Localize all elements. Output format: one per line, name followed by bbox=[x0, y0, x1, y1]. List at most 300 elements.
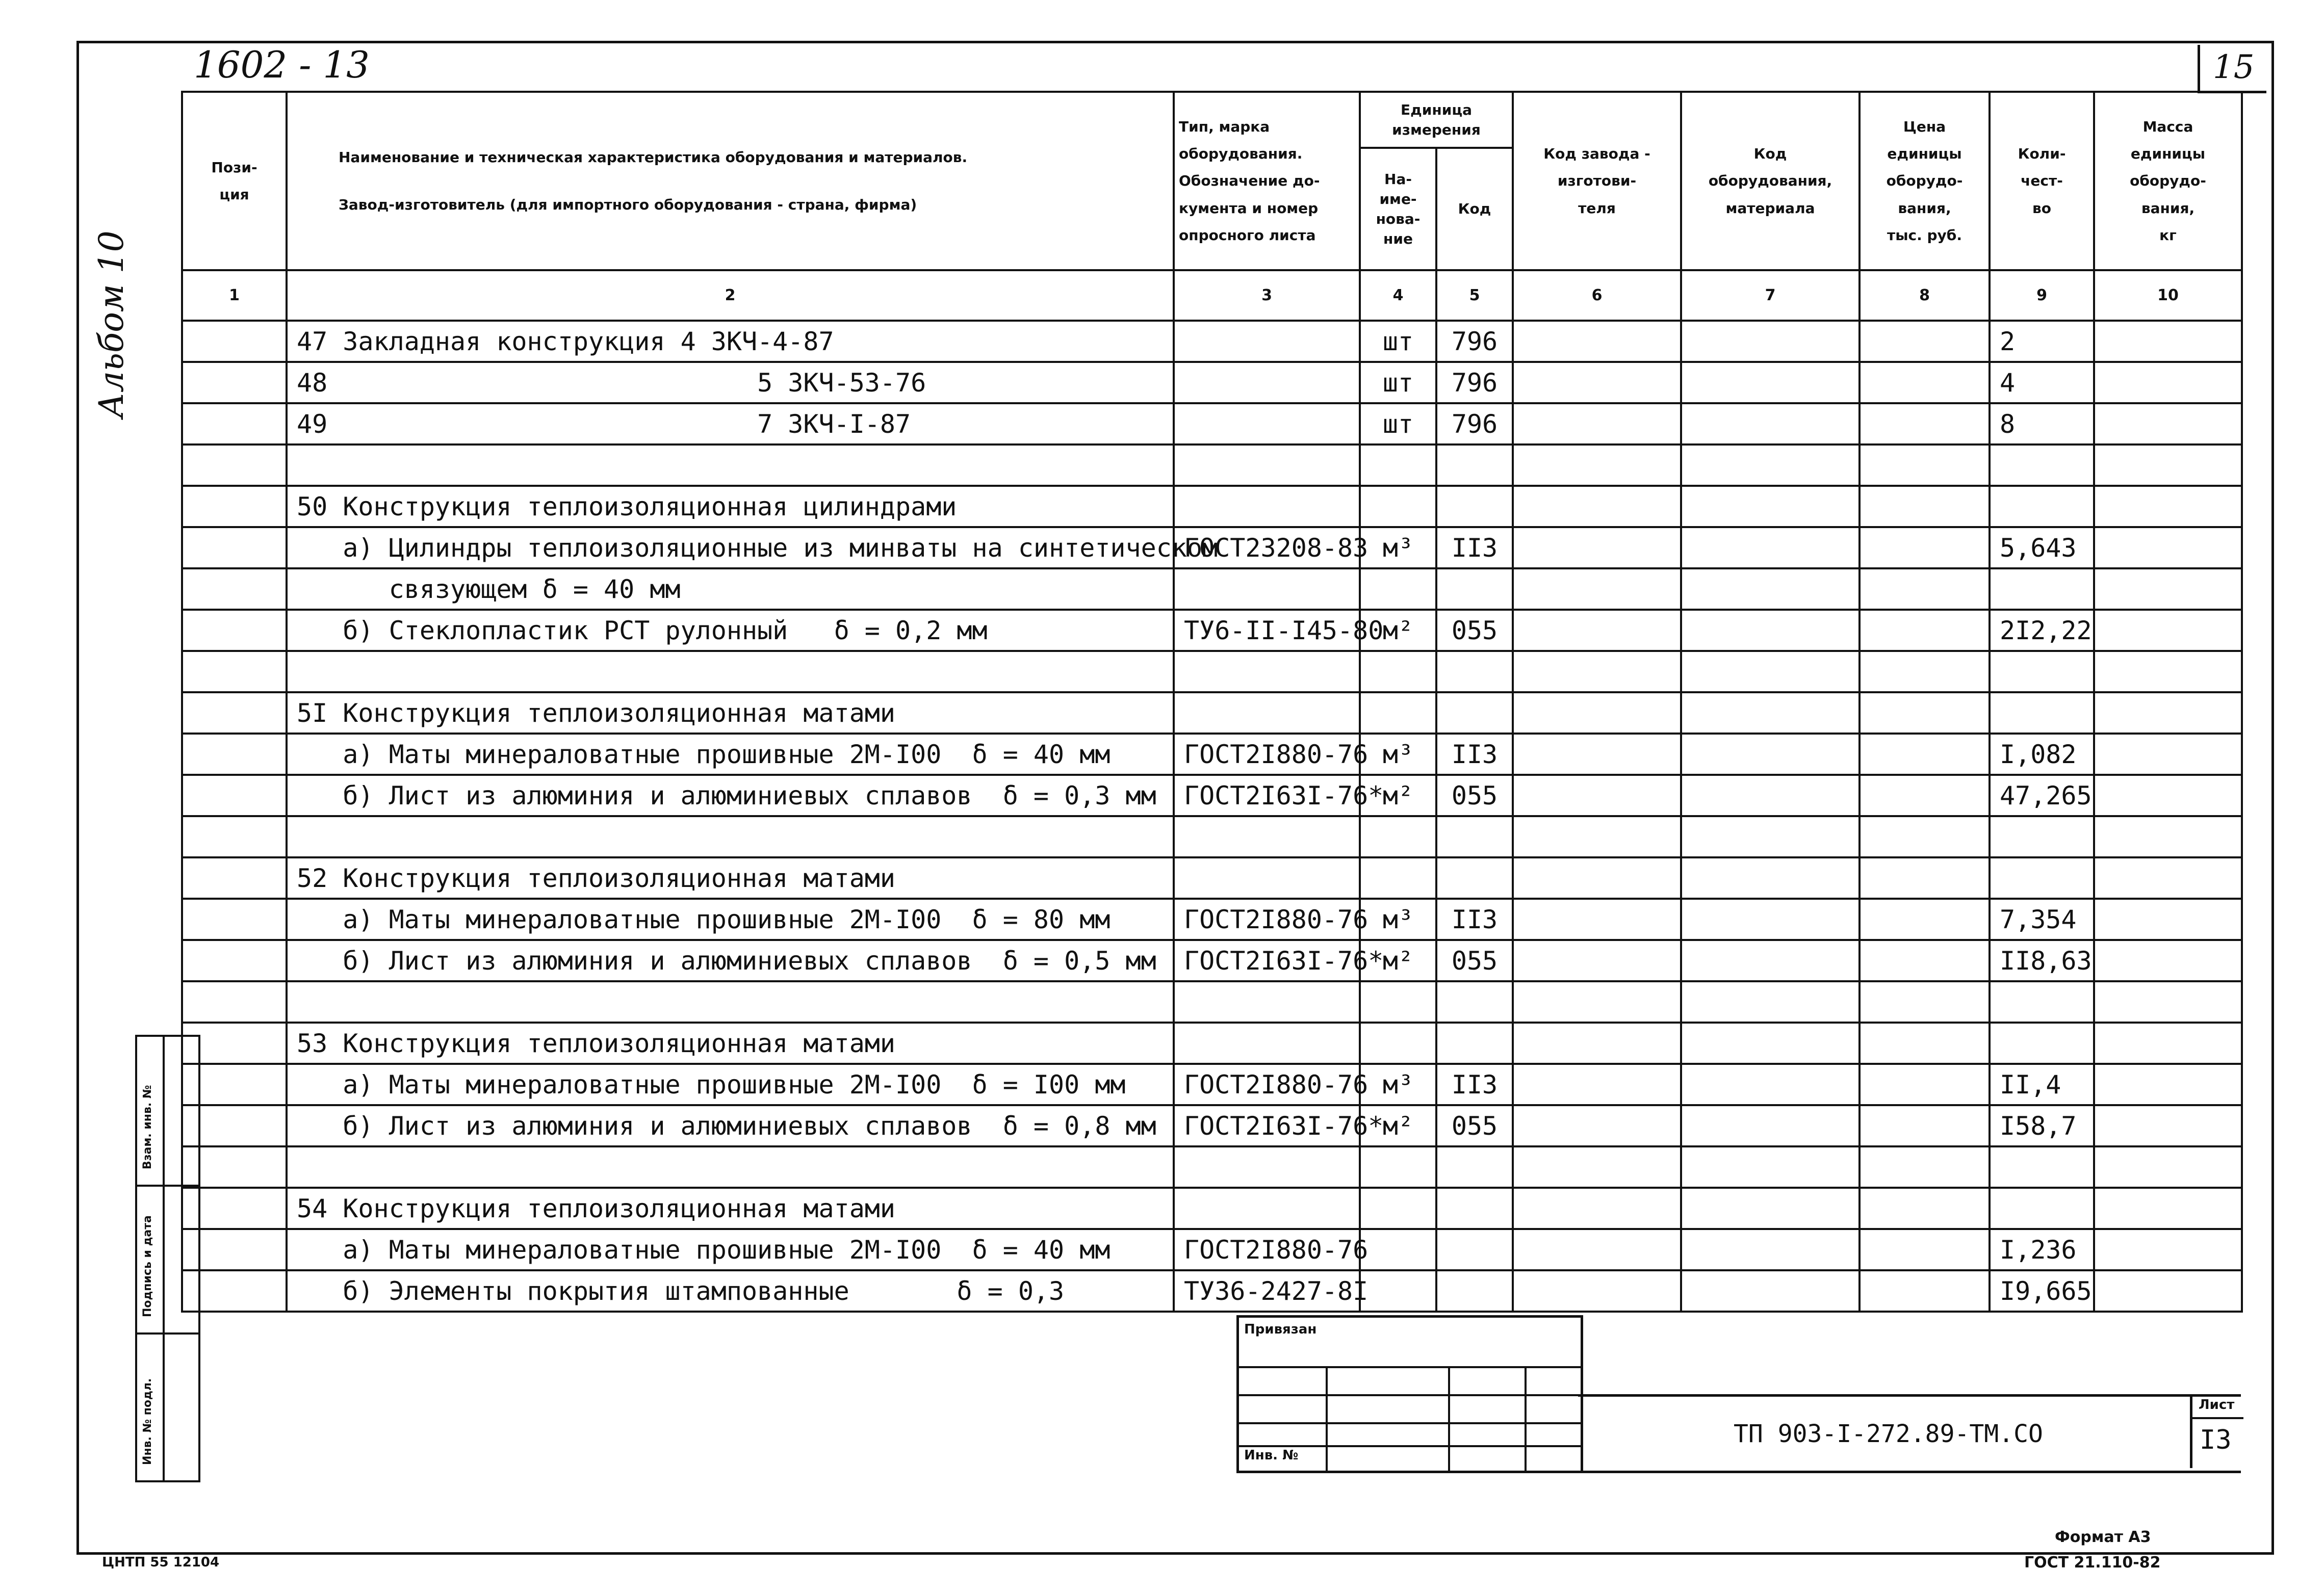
empty-cell bbox=[1513, 403, 1681, 444]
header-name-line1: Наименование и техническая характеристика оборудования и материалов. bbox=[339, 148, 968, 166]
row-unit: м² bbox=[1360, 775, 1436, 816]
empty-cell bbox=[182, 734, 287, 775]
empty-cell bbox=[1860, 940, 1990, 981]
header-name-line2: Завод-изготовитель (для импортного оборудования - страна, фирма) bbox=[339, 196, 917, 213]
binding-stamp bbox=[1236, 1315, 1583, 1473]
empty-cell bbox=[1681, 1229, 1860, 1270]
empty-cell bbox=[2094, 568, 2242, 610]
empty-cell bbox=[2094, 816, 2242, 857]
header-plant-code: Код завода - изготови- теля bbox=[1513, 92, 1681, 270]
empty-cell bbox=[1860, 486, 1990, 527]
table-row bbox=[182, 1146, 2242, 1188]
row-unit bbox=[1360, 981, 1436, 1023]
empty-cell bbox=[1681, 940, 1860, 981]
row-type: ГОСТ2I63I-76* bbox=[1174, 1105, 1360, 1146]
empty-cell bbox=[2094, 527, 2242, 568]
table-row bbox=[182, 610, 2242, 651]
empty-cell bbox=[182, 1146, 287, 1188]
row-type: ГОСТ2I880-76 bbox=[1174, 899, 1360, 940]
column-number: 6 bbox=[1513, 270, 1681, 321]
empty-cell bbox=[2094, 940, 2242, 981]
row-unit: м³ bbox=[1360, 1064, 1436, 1105]
sheet-label: Лист bbox=[2199, 1397, 2235, 1413]
empty-cell bbox=[182, 857, 287, 899]
row-quantity bbox=[1990, 486, 2094, 527]
row-type bbox=[1174, 981, 1360, 1023]
empty-cell bbox=[2094, 981, 2242, 1023]
table-row bbox=[182, 816, 2242, 857]
empty-cell bbox=[2094, 362, 2242, 403]
row-code: 055 bbox=[1436, 775, 1513, 816]
row-unit: м² bbox=[1360, 940, 1436, 981]
empty-cell bbox=[1513, 981, 1681, 1023]
row-code bbox=[1436, 1023, 1513, 1064]
empty-cell bbox=[1860, 816, 1990, 857]
table-body bbox=[182, 321, 2242, 1312]
column-numbers-row bbox=[182, 270, 2242, 321]
row-name: 54 Конструкция теплоизоляционная матами bbox=[287, 1188, 1174, 1229]
table-row bbox=[182, 899, 2242, 940]
header-price: Цена единицы оборудо- вания, тыс. руб. bbox=[1860, 92, 1990, 270]
row-quantity bbox=[1990, 444, 2094, 486]
empty-cell bbox=[1513, 651, 1681, 692]
row-name: а) Цилиндры теплоизоляционные из минваты на синтетическом bbox=[287, 527, 1174, 568]
empty-cell bbox=[1513, 444, 1681, 486]
row-type: ГОСТ2I880-76 bbox=[1174, 1229, 1360, 1270]
row-quantity bbox=[1990, 1146, 2094, 1188]
row-unit bbox=[1360, 486, 1436, 527]
table-row bbox=[182, 527, 2242, 568]
empty-cell bbox=[1513, 1146, 1681, 1188]
row-name: а) Маты минераловатные прошивные 2М-I00 δ = 40 мм bbox=[287, 1229, 1174, 1270]
row-type: ГОСТ2I63I-76* bbox=[1174, 940, 1360, 981]
column-number: 8 bbox=[1860, 270, 1990, 321]
row-unit: м³ bbox=[1360, 734, 1436, 775]
row-quantity: I9,665 bbox=[1990, 1270, 2094, 1312]
empty-cell bbox=[1513, 1270, 1681, 1312]
table-row bbox=[182, 1064, 2242, 1105]
row-quantity: 2 bbox=[1990, 321, 2094, 362]
empty-cell bbox=[1860, 321, 1990, 362]
column-number: 9 bbox=[1990, 270, 2094, 321]
row-code bbox=[1436, 981, 1513, 1023]
row-name: а) Маты минераловатные прошивные 2М-I00 δ = I00 мм bbox=[287, 1064, 1174, 1105]
empty-cell bbox=[1860, 775, 1990, 816]
empty-cell bbox=[182, 362, 287, 403]
row-unit bbox=[1360, 857, 1436, 899]
row-unit: шт bbox=[1360, 403, 1436, 444]
row-quantity bbox=[1990, 1023, 2094, 1064]
table-row bbox=[182, 734, 2242, 775]
empty-cell bbox=[1513, 1229, 1681, 1270]
row-code: II3 bbox=[1436, 734, 1513, 775]
row-name: б) Лист из алюминия и алюминиевых сплавов δ = 0,3 мм bbox=[287, 775, 1174, 816]
empty-cell bbox=[1513, 610, 1681, 651]
table-row bbox=[182, 775, 2242, 816]
empty-cell bbox=[182, 321, 287, 362]
empty-cell bbox=[1681, 444, 1860, 486]
empty-cell bbox=[182, 1270, 287, 1312]
empty-cell bbox=[2094, 444, 2242, 486]
row-code bbox=[1436, 1270, 1513, 1312]
row-type: ТУ36-2427-8I bbox=[1174, 1270, 1360, 1312]
row-quantity: 47,265 bbox=[1990, 775, 2094, 816]
empty-cell bbox=[1860, 734, 1990, 775]
row-code bbox=[1436, 444, 1513, 486]
empty-cell bbox=[1513, 486, 1681, 527]
header-unit-group: Единица измерения bbox=[1360, 92, 1513, 148]
empty-cell bbox=[1513, 1023, 1681, 1064]
header-mass: Масса единицы оборудо- вания, кг bbox=[2094, 92, 2242, 270]
empty-cell bbox=[2094, 1105, 2242, 1146]
row-quantity bbox=[1990, 568, 2094, 610]
empty-cell bbox=[182, 1229, 287, 1270]
empty-cell bbox=[1513, 775, 1681, 816]
row-quantity bbox=[1990, 1188, 2094, 1229]
empty-cell bbox=[2094, 1023, 2242, 1064]
row-unit: м³ bbox=[1360, 527, 1436, 568]
row-type: ГОСТ2I880-76 bbox=[1174, 734, 1360, 775]
row-type bbox=[1174, 651, 1360, 692]
row-name: 52 Конструкция теплоизоляционная матами bbox=[287, 857, 1174, 899]
row-name: а) Маты минераловатные прошивные 2М-I00 δ = 40 мм bbox=[287, 734, 1174, 775]
header-quantity: Коли- чест- во bbox=[1990, 92, 2094, 270]
row-unit: м² bbox=[1360, 610, 1436, 651]
empty-cell bbox=[2094, 321, 2242, 362]
inventory-label: Инв. № bbox=[1244, 1448, 1299, 1463]
empty-cell bbox=[2094, 734, 2242, 775]
row-type bbox=[1174, 692, 1360, 734]
empty-cell bbox=[1681, 1270, 1860, 1312]
empty-cell bbox=[182, 1064, 287, 1105]
empty-cell bbox=[1681, 692, 1860, 734]
row-code bbox=[1436, 692, 1513, 734]
row-quantity bbox=[1990, 692, 2094, 734]
table-row bbox=[182, 403, 2242, 444]
header-equipment-code: Код оборудования, материала bbox=[1681, 92, 1860, 270]
empty-cell bbox=[1681, 651, 1860, 692]
gost-label: ГОСТ 21.110-82 bbox=[2024, 1554, 2161, 1572]
document-code: ТП 903-I-272.89-ТМ.СО bbox=[1734, 1420, 2043, 1448]
row-quantity bbox=[1990, 857, 2094, 899]
empty-cell bbox=[1681, 362, 1860, 403]
row-quantity: 8 bbox=[1990, 403, 2094, 444]
table-row bbox=[182, 651, 2242, 692]
table-row bbox=[182, 486, 2242, 527]
footer-left: ЦНТП 55 12104 bbox=[102, 1555, 220, 1570]
row-name: 53 Конструкция теплоизоляционная матами bbox=[287, 1023, 1174, 1064]
empty-cell bbox=[1860, 1105, 1990, 1146]
table-row bbox=[182, 857, 2242, 899]
header-type: Тип, марка оборудования. Обозначение до- кумента и номер опросного листа bbox=[1174, 92, 1360, 270]
row-code: II3 bbox=[1436, 899, 1513, 940]
empty-cell bbox=[1860, 651, 1990, 692]
row-quantity: I,236 bbox=[1990, 1229, 2094, 1270]
empty-cell bbox=[1513, 816, 1681, 857]
header-unit-name: На- име- нова- ние bbox=[1360, 148, 1436, 270]
table-row bbox=[182, 1229, 2242, 1270]
column-number: 10 bbox=[2094, 270, 2242, 321]
row-name: б) Лист из алюминия и алюминиевых сплавов δ = 0,5 мм bbox=[287, 940, 1174, 981]
row-type bbox=[1174, 568, 1360, 610]
empty-cell bbox=[1681, 775, 1860, 816]
side-stamp-inventory: Инв. № подл. bbox=[141, 1378, 154, 1465]
row-name: 5I Конструкция теплоизоляционная матами bbox=[287, 692, 1174, 734]
privyazan-label: Привязан bbox=[1244, 1322, 1317, 1337]
table-row bbox=[182, 692, 2242, 734]
empty-cell bbox=[1513, 362, 1681, 403]
row-unit bbox=[1360, 444, 1436, 486]
row-unit bbox=[1360, 692, 1436, 734]
empty-cell bbox=[2094, 899, 2242, 940]
empty-cell bbox=[1681, 321, 1860, 362]
empty-cell bbox=[2094, 651, 2242, 692]
table-row bbox=[182, 568, 2242, 610]
empty-cell bbox=[2094, 692, 2242, 734]
row-code bbox=[1436, 568, 1513, 610]
table-row bbox=[182, 981, 2242, 1023]
empty-cell bbox=[1681, 899, 1860, 940]
row-type bbox=[1174, 816, 1360, 857]
row-type bbox=[1174, 403, 1360, 444]
empty-cell bbox=[182, 981, 287, 1023]
row-code bbox=[1436, 1229, 1513, 1270]
row-code: 796 bbox=[1436, 362, 1513, 403]
row-code: 055 bbox=[1436, 1105, 1513, 1146]
empty-cell bbox=[1860, 692, 1990, 734]
empty-cell bbox=[1681, 1146, 1860, 1188]
row-type bbox=[1174, 1188, 1360, 1229]
column-number: 3 bbox=[1174, 270, 1360, 321]
row-code: II3 bbox=[1436, 527, 1513, 568]
row-code: 796 bbox=[1436, 321, 1513, 362]
empty-cell bbox=[1513, 899, 1681, 940]
empty-cell bbox=[1681, 857, 1860, 899]
handwritten-number: 1602 - 13 bbox=[194, 43, 370, 86]
empty-cell bbox=[2094, 1188, 2242, 1229]
row-name bbox=[287, 444, 1174, 486]
side-stamp-signature: Подпись и дата bbox=[141, 1215, 154, 1317]
empty-cell bbox=[182, 1105, 287, 1146]
row-type: ГОСТ2I880-76 bbox=[1174, 1064, 1360, 1105]
empty-cell bbox=[1860, 403, 1990, 444]
row-name: 48 5 ЗКЧ-53-76 bbox=[287, 362, 1174, 403]
row-name bbox=[287, 816, 1174, 857]
table-row bbox=[182, 321, 2242, 362]
row-name: б) Лист из алюминия и алюминиевых сплавов δ = 0,8 мм bbox=[287, 1105, 1174, 1146]
row-name: 47 Закладная конструкция 4 ЗКЧ-4-87 bbox=[287, 321, 1174, 362]
specification-table bbox=[181, 91, 2243, 1313]
empty-cell bbox=[182, 444, 287, 486]
empty-cell bbox=[1860, 899, 1990, 940]
row-code: 055 bbox=[1436, 940, 1513, 981]
row-quantity: 4 bbox=[1990, 362, 2094, 403]
row-type bbox=[1174, 1146, 1360, 1188]
table-row bbox=[182, 1105, 2242, 1146]
empty-cell bbox=[1681, 486, 1860, 527]
empty-cell bbox=[1860, 1188, 1990, 1229]
column-number: 1 bbox=[182, 270, 287, 321]
empty-cell bbox=[182, 527, 287, 568]
empty-cell bbox=[1681, 981, 1860, 1023]
row-quantity: 5,643 bbox=[1990, 527, 2094, 568]
row-type bbox=[1174, 857, 1360, 899]
row-name: б) Стеклопластик РСТ рулонный δ = 0,2 мм bbox=[287, 610, 1174, 651]
empty-cell bbox=[1681, 403, 1860, 444]
row-code: II3 bbox=[1436, 1064, 1513, 1105]
row-code bbox=[1436, 1188, 1513, 1229]
column-number: 2 bbox=[287, 270, 1174, 321]
row-type: ТУ6-II-I45-80 bbox=[1174, 610, 1360, 651]
empty-cell bbox=[1681, 568, 1860, 610]
row-quantity: 7,354 bbox=[1990, 899, 2094, 940]
empty-cell bbox=[182, 1188, 287, 1229]
row-name: 49 7 ЗКЧ-I-87 bbox=[287, 403, 1174, 444]
empty-cell bbox=[182, 1023, 287, 1064]
empty-cell bbox=[1513, 940, 1681, 981]
empty-cell bbox=[1860, 1146, 1990, 1188]
empty-cell bbox=[1681, 1105, 1860, 1146]
empty-cell bbox=[2094, 403, 2242, 444]
empty-cell bbox=[182, 651, 287, 692]
column-number: 7 bbox=[1681, 270, 1860, 321]
row-unit bbox=[1360, 1023, 1436, 1064]
column-number: 4 bbox=[1360, 270, 1436, 321]
table-row bbox=[182, 362, 2242, 403]
row-unit: шт bbox=[1360, 321, 1436, 362]
table-row bbox=[182, 940, 2242, 981]
row-name: а) Маты минераловатные прошивные 2М-I00 δ = 80 мм bbox=[287, 899, 1174, 940]
format-label: Формат А3 bbox=[2055, 1528, 2151, 1546]
empty-cell bbox=[1513, 692, 1681, 734]
empty-cell bbox=[1860, 568, 1990, 610]
empty-cell bbox=[2094, 1270, 2242, 1312]
row-type: ГОСТ23208-83 bbox=[1174, 527, 1360, 568]
side-stamp-replace: Взам. инв. № bbox=[141, 1085, 154, 1169]
row-name bbox=[287, 651, 1174, 692]
row-type bbox=[1174, 486, 1360, 527]
empty-cell bbox=[182, 486, 287, 527]
row-unit bbox=[1360, 1146, 1436, 1188]
row-unit: м³ bbox=[1360, 899, 1436, 940]
row-unit bbox=[1360, 1188, 1436, 1229]
row-unit: м² bbox=[1360, 1105, 1436, 1146]
row-quantity bbox=[1990, 651, 2094, 692]
empty-cell bbox=[182, 775, 287, 816]
row-unit: шт bbox=[1360, 362, 1436, 403]
empty-cell bbox=[1860, 362, 1990, 403]
table-row bbox=[182, 1270, 2242, 1312]
row-quantity bbox=[1990, 981, 2094, 1023]
empty-cell bbox=[1513, 527, 1681, 568]
row-code: 796 bbox=[1436, 403, 1513, 444]
empty-cell bbox=[1681, 1188, 1860, 1229]
empty-cell bbox=[1860, 981, 1990, 1023]
empty-cell bbox=[1860, 527, 1990, 568]
empty-cell bbox=[1860, 610, 1990, 651]
row-unit bbox=[1360, 568, 1436, 610]
row-unit bbox=[1360, 1270, 1436, 1312]
column-number: 5 bbox=[1436, 270, 1513, 321]
sheet-box bbox=[2190, 1394, 2243, 1468]
empty-cell bbox=[2094, 1229, 2242, 1270]
header-position: Пози- ция bbox=[182, 92, 287, 270]
empty-cell bbox=[1681, 1023, 1860, 1064]
empty-cell bbox=[1513, 1105, 1681, 1146]
empty-cell bbox=[1860, 1023, 1990, 1064]
empty-cell bbox=[1681, 734, 1860, 775]
empty-cell bbox=[1681, 610, 1860, 651]
table-row bbox=[182, 1188, 2242, 1229]
header-name bbox=[287, 92, 1174, 270]
row-type bbox=[1174, 321, 1360, 362]
row-code bbox=[1436, 486, 1513, 527]
row-type bbox=[1174, 362, 1360, 403]
row-name bbox=[287, 981, 1174, 1023]
empty-cell bbox=[1681, 527, 1860, 568]
empty-cell bbox=[182, 568, 287, 610]
row-quantity bbox=[1990, 816, 2094, 857]
row-type bbox=[1174, 444, 1360, 486]
empty-cell bbox=[2094, 1064, 2242, 1105]
empty-cell bbox=[1513, 568, 1681, 610]
row-unit bbox=[1360, 816, 1436, 857]
row-code bbox=[1436, 816, 1513, 857]
row-quantity: II,4 bbox=[1990, 1064, 2094, 1105]
row-name: б) Элементы покрытия штампованные δ = 0,3 bbox=[287, 1270, 1174, 1312]
empty-cell bbox=[182, 940, 287, 981]
empty-cell bbox=[1860, 857, 1990, 899]
empty-cell bbox=[1860, 444, 1990, 486]
table-row bbox=[182, 444, 2242, 486]
handwritten-sheet: 15 bbox=[2213, 48, 2255, 86]
empty-cell bbox=[1860, 1270, 1990, 1312]
row-code bbox=[1436, 1146, 1513, 1188]
empty-cell bbox=[1513, 321, 1681, 362]
sheet-number: I3 bbox=[2200, 1425, 2232, 1455]
row-code bbox=[1436, 857, 1513, 899]
row-name: связующем δ = 40 мм bbox=[287, 568, 1174, 610]
row-quantity: II8,63 bbox=[1990, 940, 2094, 981]
empty-cell bbox=[2094, 857, 2242, 899]
empty-cell bbox=[182, 692, 287, 734]
row-unit bbox=[1360, 1229, 1436, 1270]
row-unit bbox=[1360, 651, 1436, 692]
row-name bbox=[287, 1146, 1174, 1188]
empty-cell bbox=[1513, 734, 1681, 775]
row-type bbox=[1174, 1023, 1360, 1064]
empty-cell bbox=[1681, 816, 1860, 857]
row-code: 055 bbox=[1436, 610, 1513, 651]
row-code bbox=[1436, 651, 1513, 692]
empty-cell bbox=[182, 899, 287, 940]
empty-cell bbox=[1513, 1188, 1681, 1229]
empty-cell bbox=[182, 816, 287, 857]
empty-cell bbox=[182, 610, 287, 651]
header-unit-code: Код bbox=[1436, 148, 1513, 270]
empty-cell bbox=[2094, 610, 2242, 651]
empty-cell bbox=[1860, 1064, 1990, 1105]
empty-cell bbox=[1513, 857, 1681, 899]
empty-cell bbox=[2094, 1146, 2242, 1188]
row-quantity: I58,7 bbox=[1990, 1105, 2094, 1146]
empty-cell bbox=[2094, 486, 2242, 527]
row-type: ГОСТ2I63I-76* bbox=[1174, 775, 1360, 816]
row-quantity: I,082 bbox=[1990, 734, 2094, 775]
empty-cell bbox=[2094, 775, 2242, 816]
empty-cell bbox=[1860, 1229, 1990, 1270]
empty-cell bbox=[1513, 1064, 1681, 1105]
